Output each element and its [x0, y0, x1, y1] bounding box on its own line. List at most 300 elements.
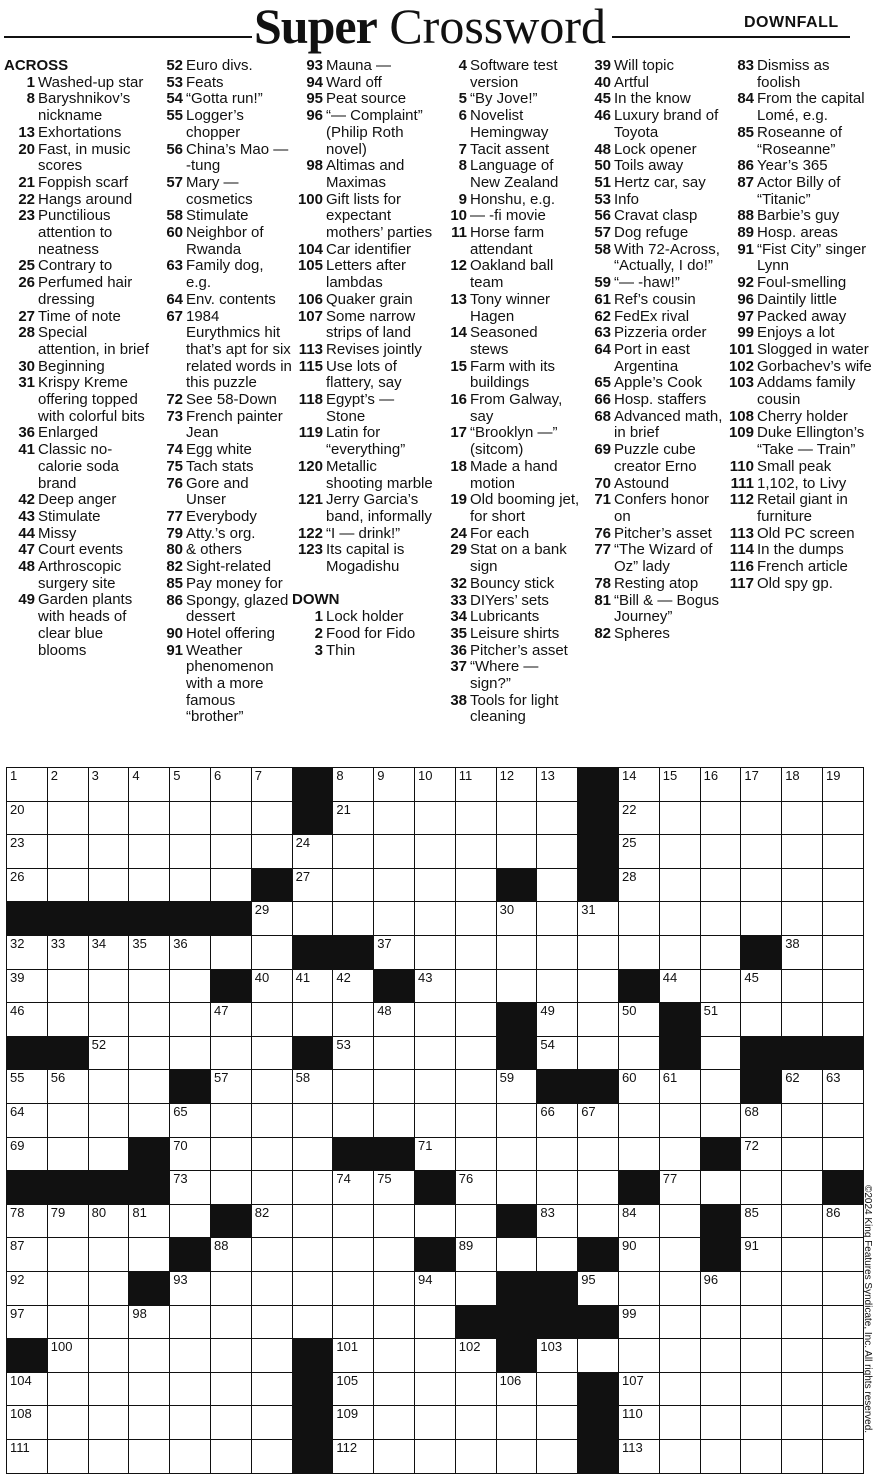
grid-cell[interactable]	[169, 1439, 211, 1474]
grid-cell[interactable]	[332, 1069, 374, 1104]
grid-cell[interactable]	[781, 1405, 823, 1440]
grid-cell[interactable]	[822, 834, 864, 869]
grid-cell[interactable]	[536, 801, 578, 836]
grid-cell[interactable]	[251, 1170, 293, 1205]
grid-cell[interactable]	[169, 767, 211, 802]
grid-cell[interactable]	[822, 935, 864, 970]
grid-cell[interactable]	[88, 834, 130, 869]
grid-cell[interactable]	[373, 901, 415, 936]
grid-cell[interactable]	[700, 1372, 742, 1407]
grid-cell[interactable]	[822, 1069, 864, 1104]
grid-cell[interactable]	[332, 834, 374, 869]
grid-cell[interactable]	[251, 1338, 293, 1373]
grid-cell[interactable]	[414, 935, 456, 970]
grid-cell[interactable]	[740, 1237, 782, 1272]
grid-cell[interactable]	[251, 801, 293, 836]
grid-cell[interactable]	[169, 1204, 211, 1239]
grid-cell[interactable]	[332, 1170, 374, 1205]
grid-cell[interactable]	[128, 1338, 170, 1373]
grid-cell[interactable]	[496, 1237, 538, 1272]
grid-cell[interactable]	[700, 834, 742, 869]
grid-cell[interactable]	[536, 1439, 578, 1474]
grid-cell[interactable]	[6, 1002, 48, 1037]
grid-cell[interactable]	[536, 767, 578, 802]
grid-cell[interactable]	[169, 1103, 211, 1138]
grid-cell[interactable]	[88, 1069, 130, 1104]
grid-cell[interactable]	[128, 1103, 170, 1138]
grid-cell[interactable]	[618, 1305, 660, 1340]
grid-cell[interactable]	[455, 1170, 497, 1205]
grid-cell[interactable]	[414, 1405, 456, 1440]
grid-cell[interactable]	[781, 1170, 823, 1205]
grid-cell[interactable]	[210, 1237, 252, 1272]
grid-cell[interactable]	[822, 901, 864, 936]
grid-cell[interactable]	[455, 1338, 497, 1373]
grid-cell[interactable]	[251, 1137, 293, 1172]
grid-cell[interactable]	[373, 935, 415, 970]
grid-cell[interactable]	[577, 1036, 619, 1071]
grid-cell[interactable]	[740, 1439, 782, 1474]
grid-cell[interactable]	[700, 1405, 742, 1440]
grid-cell[interactable]	[781, 834, 823, 869]
grid-cell[interactable]	[577, 1103, 619, 1138]
grid-cell[interactable]	[822, 801, 864, 836]
grid-cell[interactable]	[332, 1237, 374, 1272]
grid-cell[interactable]	[373, 767, 415, 802]
grid-cell[interactable]	[169, 1305, 211, 1340]
grid-cell[interactable]	[536, 1103, 578, 1138]
grid-cell[interactable]	[88, 868, 130, 903]
grid-cell[interactable]	[577, 901, 619, 936]
grid-cell[interactable]	[740, 1271, 782, 1306]
grid-cell[interactable]	[373, 1036, 415, 1071]
grid-cell[interactable]	[659, 1271, 701, 1306]
grid-cell[interactable]	[781, 767, 823, 802]
grid-cell[interactable]	[292, 1002, 334, 1037]
grid-cell[interactable]	[88, 1237, 130, 1272]
grid-cell[interactable]	[822, 1372, 864, 1407]
grid-cell[interactable]	[251, 935, 293, 970]
grid-cell[interactable]	[292, 1305, 334, 1340]
grid-cell[interactable]	[781, 1271, 823, 1306]
grid-cell[interactable]	[740, 1338, 782, 1373]
grid-cell[interactable]	[88, 801, 130, 836]
grid-cell[interactable]	[210, 801, 252, 836]
grid-cell[interactable]	[332, 801, 374, 836]
grid-cell[interactable]	[414, 1372, 456, 1407]
grid-cell[interactable]	[740, 1372, 782, 1407]
grid-cell[interactable]	[6, 1439, 48, 1474]
grid-cell[interactable]	[618, 1103, 660, 1138]
grid-cell[interactable]	[659, 801, 701, 836]
grid-cell[interactable]	[496, 1069, 538, 1104]
grid-cell[interactable]	[822, 969, 864, 1004]
grid-cell[interactable]	[455, 834, 497, 869]
grid-cell[interactable]	[88, 1002, 130, 1037]
grid-cell[interactable]	[822, 868, 864, 903]
grid-cell[interactable]	[169, 1372, 211, 1407]
grid-cell[interactable]	[292, 868, 334, 903]
grid-cell[interactable]	[251, 1237, 293, 1272]
grid-cell[interactable]	[577, 1170, 619, 1205]
grid-cell[interactable]	[88, 969, 130, 1004]
grid-cell[interactable]	[47, 868, 89, 903]
grid-cell[interactable]	[659, 1372, 701, 1407]
grid-cell[interactable]	[414, 901, 456, 936]
grid-cell[interactable]	[210, 1271, 252, 1306]
grid-cell[interactable]	[822, 1439, 864, 1474]
grid-cell[interactable]	[700, 1036, 742, 1071]
grid-cell[interactable]	[781, 1069, 823, 1104]
grid-cell[interactable]	[618, 901, 660, 936]
grid-cell[interactable]	[169, 1271, 211, 1306]
grid-cell[interactable]	[210, 1338, 252, 1373]
grid-cell[interactable]	[210, 1372, 252, 1407]
grid-cell[interactable]	[169, 834, 211, 869]
grid-cell[interactable]	[128, 1439, 170, 1474]
grid-cell[interactable]	[740, 1305, 782, 1340]
grid-cell[interactable]	[536, 1170, 578, 1205]
grid-cell[interactable]	[414, 1036, 456, 1071]
grid-cell[interactable]	[210, 868, 252, 903]
grid-cell[interactable]	[700, 1170, 742, 1205]
grid-cell[interactable]	[455, 1069, 497, 1104]
grid-cell[interactable]	[414, 1002, 456, 1037]
grid-cell[interactable]	[740, 1137, 782, 1172]
grid-cell[interactable]	[292, 1103, 334, 1138]
grid-cell[interactable]	[47, 1338, 89, 1373]
grid-cell[interactable]	[455, 901, 497, 936]
grid-cell[interactable]	[700, 1271, 742, 1306]
grid-cell[interactable]	[822, 1271, 864, 1306]
grid-cell[interactable]	[740, 801, 782, 836]
grid-cell[interactable]	[292, 1069, 334, 1104]
grid-cell[interactable]	[373, 834, 415, 869]
grid-cell[interactable]	[169, 801, 211, 836]
grid-cell[interactable]	[414, 1103, 456, 1138]
grid-cell[interactable]	[740, 1204, 782, 1239]
grid-cell[interactable]	[536, 935, 578, 970]
grid-cell[interactable]	[455, 1002, 497, 1037]
grid-cell[interactable]	[536, 1002, 578, 1037]
grid-cell[interactable]	[496, 1372, 538, 1407]
grid-cell[interactable]	[88, 1103, 130, 1138]
grid-cell[interactable]	[414, 1338, 456, 1373]
grid-cell[interactable]	[47, 1069, 89, 1104]
grid-cell[interactable]	[210, 935, 252, 970]
grid-cell[interactable]	[251, 1204, 293, 1239]
grid-cell[interactable]	[6, 1305, 48, 1340]
grid-cell[interactable]	[88, 1405, 130, 1440]
grid-cell[interactable]	[373, 1237, 415, 1272]
grid-cell[interactable]	[455, 969, 497, 1004]
grid-cell[interactable]	[536, 1036, 578, 1071]
grid-cell[interactable]	[781, 868, 823, 903]
grid-cell[interactable]	[6, 969, 48, 1004]
grid-cell[interactable]	[455, 935, 497, 970]
grid-cell[interactable]	[700, 969, 742, 1004]
grid-cell[interactable]	[455, 1137, 497, 1172]
grid-cell[interactable]	[536, 834, 578, 869]
grid-cell[interactable]	[659, 868, 701, 903]
grid-cell[interactable]	[455, 1237, 497, 1272]
grid-cell[interactable]	[332, 1405, 374, 1440]
grid-cell[interactable]	[781, 1137, 823, 1172]
grid-cell[interactable]	[88, 767, 130, 802]
grid-cell[interactable]	[577, 1338, 619, 1373]
grid-cell[interactable]	[169, 1137, 211, 1172]
grid-cell[interactable]	[373, 801, 415, 836]
grid-cell[interactable]	[700, 935, 742, 970]
grid-cell[interactable]	[822, 1204, 864, 1239]
grid-cell[interactable]	[332, 1439, 374, 1474]
grid-cell[interactable]	[6, 868, 48, 903]
grid-cell[interactable]	[455, 1036, 497, 1071]
grid-cell[interactable]	[618, 1405, 660, 1440]
grid-cell[interactable]	[740, 834, 782, 869]
grid-cell[interactable]	[373, 1405, 415, 1440]
grid-cell[interactable]	[6, 1237, 48, 1272]
grid-cell[interactable]	[47, 935, 89, 970]
grid-cell[interactable]	[6, 1271, 48, 1306]
grid-cell[interactable]	[128, 868, 170, 903]
grid-cell[interactable]	[496, 1137, 538, 1172]
grid-cell[interactable]	[47, 834, 89, 869]
grid-cell[interactable]	[455, 868, 497, 903]
grid-cell[interactable]	[128, 969, 170, 1004]
grid-cell[interactable]	[659, 1103, 701, 1138]
grid-cell[interactable]	[251, 901, 293, 936]
grid-cell[interactable]	[210, 767, 252, 802]
grid-cell[interactable]	[414, 1069, 456, 1104]
grid-cell[interactable]	[740, 1002, 782, 1037]
grid-cell[interactable]	[332, 1002, 374, 1037]
grid-cell[interactable]	[618, 1338, 660, 1373]
grid-cell[interactable]	[700, 868, 742, 903]
grid-cell[interactable]	[169, 1405, 211, 1440]
grid-cell[interactable]	[618, 1237, 660, 1272]
grid-cell[interactable]	[740, 1103, 782, 1138]
grid-cell[interactable]	[455, 801, 497, 836]
grid-cell[interactable]	[292, 1170, 334, 1205]
grid-cell[interactable]	[536, 868, 578, 903]
grid-cell[interactable]	[740, 969, 782, 1004]
grid-cell[interactable]	[496, 801, 538, 836]
grid-cell[interactable]	[292, 901, 334, 936]
grid-cell[interactable]	[210, 834, 252, 869]
grid-cell[interactable]	[740, 1170, 782, 1205]
grid-cell[interactable]	[169, 1338, 211, 1373]
grid-cell[interactable]	[88, 1271, 130, 1306]
grid-cell[interactable]	[414, 1204, 456, 1239]
grid-cell[interactable]	[128, 1237, 170, 1272]
grid-cell[interactable]	[88, 1137, 130, 1172]
grid-cell[interactable]	[292, 834, 334, 869]
grid-cell[interactable]	[47, 1271, 89, 1306]
grid-cell[interactable]	[414, 1137, 456, 1172]
grid-cell[interactable]	[700, 767, 742, 802]
grid-cell[interactable]	[781, 801, 823, 836]
grid-cell[interactable]	[251, 1069, 293, 1104]
grid-cell[interactable]	[577, 935, 619, 970]
grid-cell[interactable]	[332, 901, 374, 936]
grid-cell[interactable]	[128, 1305, 170, 1340]
grid-cell[interactable]	[210, 1405, 252, 1440]
grid-cell[interactable]	[822, 1137, 864, 1172]
grid-cell[interactable]	[740, 901, 782, 936]
grid-cell[interactable]	[781, 1338, 823, 1373]
grid-cell[interactable]	[577, 969, 619, 1004]
grid-cell[interactable]	[700, 1305, 742, 1340]
grid-cell[interactable]	[251, 1305, 293, 1340]
grid-cell[interactable]	[128, 935, 170, 970]
grid-cell[interactable]	[781, 1103, 823, 1138]
grid-cell[interactable]	[47, 1002, 89, 1037]
grid-cell[interactable]	[496, 834, 538, 869]
grid-cell[interactable]	[577, 1137, 619, 1172]
grid-cell[interactable]	[618, 1439, 660, 1474]
grid-cell[interactable]	[536, 901, 578, 936]
grid-cell[interactable]	[373, 1002, 415, 1037]
grid-cell[interactable]	[414, 1271, 456, 1306]
grid-cell[interactable]	[128, 1069, 170, 1104]
grid-cell[interactable]	[781, 1305, 823, 1340]
grid-cell[interactable]	[740, 868, 782, 903]
grid-cell[interactable]	[251, 834, 293, 869]
grid-cell[interactable]	[373, 1338, 415, 1373]
grid-cell[interactable]	[659, 1069, 701, 1104]
grid-cell[interactable]	[47, 1372, 89, 1407]
grid-cell[interactable]	[455, 1372, 497, 1407]
grid-cell[interactable]	[332, 969, 374, 1004]
grid-cell[interactable]	[169, 868, 211, 903]
grid-cell[interactable]	[6, 1103, 48, 1138]
grid-cell[interactable]	[292, 969, 334, 1004]
grid-cell[interactable]	[210, 1137, 252, 1172]
grid-cell[interactable]	[332, 1036, 374, 1071]
grid-cell[interactable]	[373, 1069, 415, 1104]
grid-cell[interactable]	[659, 1237, 701, 1272]
grid-cell[interactable]	[251, 1103, 293, 1138]
grid-cell[interactable]	[781, 935, 823, 970]
grid-cell[interactable]	[822, 1103, 864, 1138]
grid-cell[interactable]	[251, 1372, 293, 1407]
grid-cell[interactable]	[373, 1204, 415, 1239]
grid-cell[interactable]	[496, 1103, 538, 1138]
grid-cell[interactable]	[373, 1372, 415, 1407]
grid-cell[interactable]	[47, 969, 89, 1004]
grid-cell[interactable]	[292, 1204, 334, 1239]
grid-cell[interactable]	[251, 1439, 293, 1474]
grid-cell[interactable]	[47, 1439, 89, 1474]
grid-cell[interactable]	[169, 935, 211, 970]
grid-cell[interactable]	[210, 1170, 252, 1205]
grid-cell[interactable]	[496, 767, 538, 802]
grid-cell[interactable]	[536, 1237, 578, 1272]
grid-cell[interactable]	[414, 801, 456, 836]
grid-cell[interactable]	[292, 1237, 334, 1272]
grid-cell[interactable]	[47, 1204, 89, 1239]
grid-cell[interactable]	[781, 1002, 823, 1037]
grid-cell[interactable]	[210, 1103, 252, 1138]
grid-cell[interactable]	[577, 1204, 619, 1239]
grid-cell[interactable]	[292, 1271, 334, 1306]
grid-cell[interactable]	[659, 1405, 701, 1440]
grid-cell[interactable]	[700, 1103, 742, 1138]
grid-cell[interactable]	[128, 801, 170, 836]
grid-cell[interactable]	[128, 1372, 170, 1407]
grid-cell[interactable]	[47, 1103, 89, 1138]
grid-cell[interactable]	[47, 1405, 89, 1440]
grid-cell[interactable]	[700, 801, 742, 836]
grid-cell[interactable]	[740, 767, 782, 802]
grid-cell[interactable]	[373, 1439, 415, 1474]
grid-cell[interactable]	[6, 1405, 48, 1440]
grid-cell[interactable]	[700, 1439, 742, 1474]
grid-cell[interactable]	[781, 1439, 823, 1474]
grid-cell[interactable]	[332, 1305, 374, 1340]
grid-cell[interactable]	[822, 767, 864, 802]
grid-cell[interactable]	[618, 1002, 660, 1037]
grid-cell[interactable]	[659, 1170, 701, 1205]
grid-cell[interactable]	[659, 969, 701, 1004]
grid-cell[interactable]	[414, 1305, 456, 1340]
grid-cell[interactable]	[455, 1439, 497, 1474]
grid-cell[interactable]	[659, 1338, 701, 1373]
grid-cell[interactable]	[210, 1069, 252, 1104]
grid-cell[interactable]	[210, 1305, 252, 1340]
grid-cell[interactable]	[47, 1305, 89, 1340]
grid-cell[interactable]	[6, 935, 48, 970]
grid-cell[interactable]	[414, 834, 456, 869]
grid-cell[interactable]	[536, 1372, 578, 1407]
grid-cell[interactable]	[128, 1405, 170, 1440]
grid-cell[interactable]	[536, 1204, 578, 1239]
grid-cell[interactable]	[251, 1405, 293, 1440]
grid-cell[interactable]	[618, 1271, 660, 1306]
grid-cell[interactable]	[332, 1204, 374, 1239]
grid-cell[interactable]	[332, 1103, 374, 1138]
grid-cell[interactable]	[169, 1002, 211, 1037]
grid-cell[interactable]	[455, 1204, 497, 1239]
grid-cell[interactable]	[169, 969, 211, 1004]
grid-cell[interactable]	[781, 1237, 823, 1272]
grid-cell[interactable]	[618, 834, 660, 869]
grid-cell[interactable]	[88, 1305, 130, 1340]
grid-cell[interactable]	[332, 868, 374, 903]
grid-cell[interactable]	[6, 767, 48, 802]
grid-cell[interactable]	[659, 1305, 701, 1340]
grid-cell[interactable]	[414, 868, 456, 903]
grid-cell[interactable]	[781, 1204, 823, 1239]
grid-cell[interactable]	[659, 767, 701, 802]
grid-cell[interactable]	[47, 1137, 89, 1172]
grid-cell[interactable]	[822, 1002, 864, 1037]
grid-cell[interactable]	[210, 1002, 252, 1037]
grid-cell[interactable]	[496, 1439, 538, 1474]
grid-cell[interactable]	[332, 1338, 374, 1373]
grid-cell[interactable]	[414, 767, 456, 802]
grid-cell[interactable]	[6, 1204, 48, 1239]
grid-cell[interactable]	[822, 1305, 864, 1340]
grid-cell[interactable]	[47, 767, 89, 802]
grid-cell[interactable]	[822, 1338, 864, 1373]
grid-cell[interactable]	[373, 1170, 415, 1205]
grid-cell[interactable]	[618, 1069, 660, 1104]
grid-cell[interactable]	[577, 1271, 619, 1306]
grid-cell[interactable]	[659, 1439, 701, 1474]
grid-cell[interactable]	[455, 1271, 497, 1306]
